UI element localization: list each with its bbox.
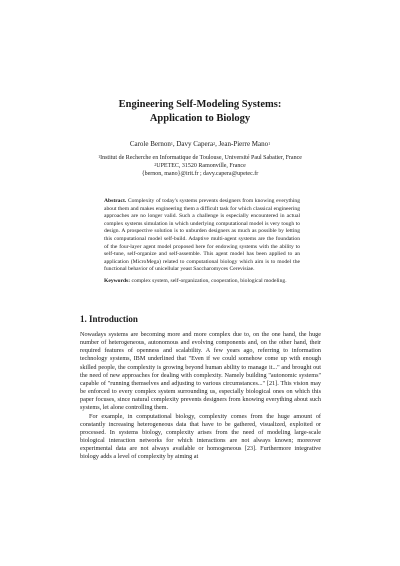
affiliation-text: Institut de Recherche en Informatique de Toulouse, Université Paul Sabatier, France	[100, 155, 302, 161]
abstract-label: Abstract.	[104, 198, 127, 204]
author-emails: {bernon, mano}@irit.fr ; davy.capera@upetec.fr	[141, 171, 259, 177]
section-heading: 1. Introduction	[80, 314, 138, 324]
body-paragraph: For example, in computational biology, complexity comes from the huge amount of constantly increasing heterogeneous data that have to be gathered, visualized, exploited or processed. In systems biology, complexity arises from the need of modeling large-scale biological interaction networks for which interactions are not always known; moreover experimental data are not always available or homogeneous [23]. Furthermore integrative biology adds a level of complexity by aiming at	[80, 412, 321, 461]
body-paragraph: Nowadays systems are becoming more and more complex due to, on the one hand, the huge number of heterogeneous, autonomous and evolving components and, on the other hand, their required features of openness and scalability. A few years ago, referring to information technology systems, IBM underlined that "Even if we could somehow come up with enough skilled people, the complexity is growing beyond human ability to manage it..." and brought out the need of new approaches for dealing with complexity. Namely building "autonomic systems" capable of "running themselves and adjusting to various circumstances..." [21]. This vision may be enforced to every complex system surrounding us, especially biological ones on which this paper focuses, since natural complexity prevents designers from knowing everything about such systems, let alone controlling them.	[80, 331, 321, 412]
affiliation-mark: 2	[154, 162, 157, 167]
abstract	[104, 198, 300, 274]
author-affiliation-mark: 1	[268, 141, 271, 146]
paper-title-line-1: Engineering Self-Modeling Systems:	[118, 99, 282, 110]
author-name: Davy Capera	[176, 140, 214, 148]
author-affiliation-mark: 2	[213, 141, 216, 146]
author-list: Carole Bernon$^1$, Davy Capera$^2$, Jean-Pierre Mano$^1$	[129, 140, 271, 148]
author-affiliation-mark: 1	[170, 141, 173, 146]
keywords-text: complex system, self-organization, cooperation, biological modeling.	[131, 278, 287, 284]
abstract-text: Complexity of today's systems prevents designers from knowing everything about them and makes engineering them a difficult task for which classical engineering approaches are no longer valid. Such a challenge is especially encountered in actual complex systems simulation in which underlying computational model is very tough to design. A prospective solution is to unburden designers as much as possible by letting this computational model self-build. Adaptive multi-agent systems are the foundation of the four-layer agent model proposed here for endowing systems with the ability to self-tune, self-organize and self-assemble. This agent model has been applied to an application (MicroMega) related to computational biology which aim is to model the functional behavior of unicellular yeast Saccharomyces Cerevisiae.	[104, 198, 300, 273]
affiliation-mark: 1	[98, 154, 101, 159]
paper-title-line-2: Application to Biology	[149, 113, 251, 124]
keywords	[104, 278, 300, 286]
author-name: Carole Bernon	[129, 140, 171, 148]
section-body	[80, 331, 321, 462]
affiliation-1	[0, 154, 400, 162]
affiliation-2	[0, 162, 400, 170]
keywords-label: Keywords:	[104, 278, 131, 284]
author-name: Jean-Pierre Mano	[218, 140, 269, 148]
affiliation-text: UPETEC, 31520 Ramonville, France	[156, 163, 246, 169]
